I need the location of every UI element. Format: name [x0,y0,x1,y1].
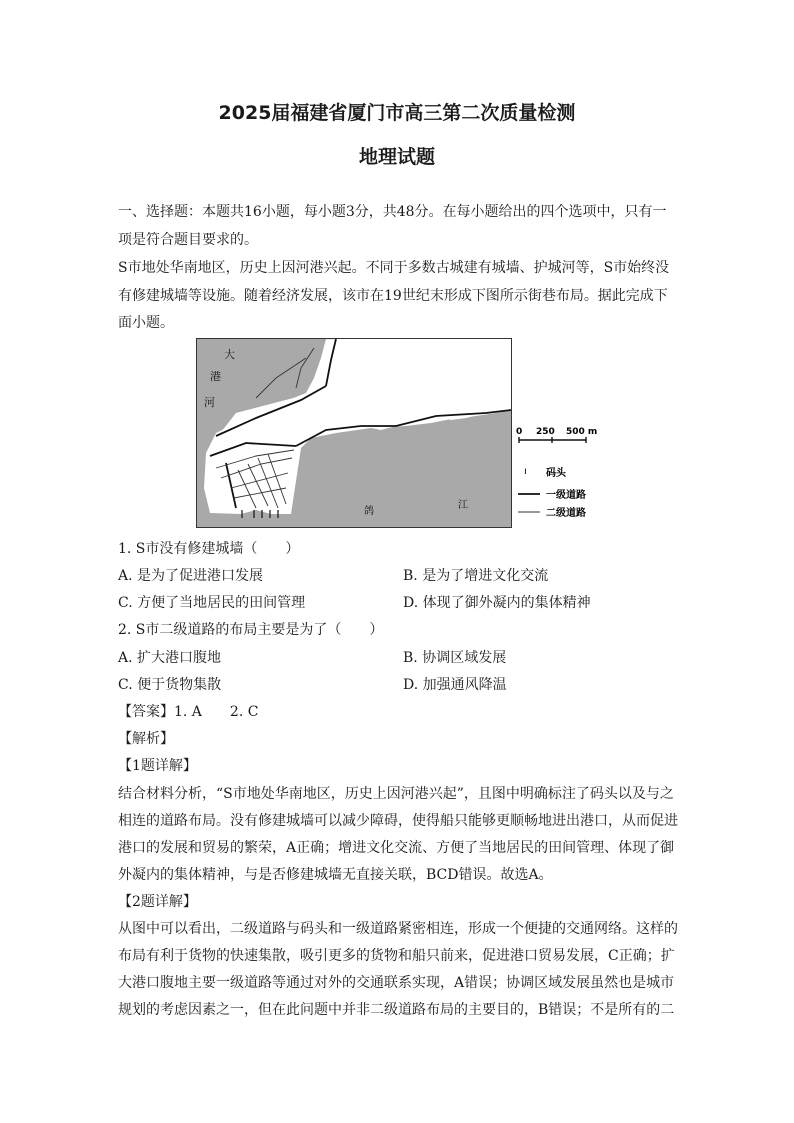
page-subtitle: 地理试题 [358,146,435,168]
map-river-label-3: 河 [204,396,215,409]
q2-option-c: C. 便于货物集散 [118,677,222,693]
q1-option-b: B. 是为了增进文化交流 [403,568,549,584]
legend-road2-label: 二级道路 [546,508,586,519]
q1-option-d: D. 体现了御外凝内的集体精神 [403,595,591,611]
q1-stem: 1. S市没有修建城墙（ ） [118,541,300,557]
street-layout-map [196,338,512,528]
q2-stem: 2. S市二级道路的布局主要是为了（ ） [118,622,384,638]
q2-detail-line-3: 大港口腹地主要一级道路等通过对外的交通联系实现，A错误；协调区域发展虽然也是城市 [118,975,675,991]
q1-detail-line-4: 外凝内的集体精神，与是否修建城墙无直接关联，BCD错误。故选A。 [118,867,553,883]
section-intro-line-2: 项是符合题目要求的。 [118,232,258,248]
legend-road1-label: 一级道路 [546,490,586,501]
answer-key: 【答案】1. A 2. C [118,704,259,720]
scale-bar [519,437,586,443]
legend-pier-symbol: ı [524,466,527,477]
analysis-heading: 【解析】 [118,731,174,747]
passage-line-1: S市地处华南地区，历史上因河港兴起。不同于多数古城建有城墙、护城河等，S市始终没 [118,260,670,276]
q2-detail-line-4: 规划的考虑因素之一，但在此问题中并非二级道路布局的主要目的，B错误；不是所有的二 [118,1002,675,1018]
q1-option-c: C. 方便了当地居民的田间管理 [118,595,306,611]
legend-pier-label: 码头 [546,468,566,479]
q1-detail-heading: 【1题详解】 [118,758,197,774]
scale-mid: 250 [536,427,555,437]
q1-detail-line-1: 结合材料分析，“S市地处华南地区，历史上因河港兴起”，且图中明确标注了码头以及与之 [118,786,674,802]
map-sea-label-2: 江 [458,500,468,511]
scale-end: 500 m [566,427,598,437]
q2-detail-heading: 【2题详解】 [118,894,197,910]
page-title: 2025届福建省厦门市高三第二次质量检测 [218,102,576,124]
q2-detail-line-1: 从图中可以看出，二级道路与码头和一级道路紧密相连，形成一个便捷的交通网络。这样的 [118,921,678,937]
q2-option-d: D. 加强通风降温 [403,677,507,693]
q2-detail-line-2: 布局有利于货物的快速集散，吸引更多的货物和船只前来，促进港口贸易发展，C正确；扩 [118,948,675,964]
map-legend [516,424,606,524]
passage-line-2: 有修建城墙等设施。随着经济发展，该市在19世纪末形成下图所示街巷布局。据此完成下 [118,288,668,304]
map-river-label-1: 大 [224,348,235,361]
section-intro-line-1: 一、选择题：本题共16小题，每小题3分，共48分。在每小题给出的四个选项中，只有一 [118,204,667,220]
scale-zero: 0 [516,427,523,437]
map-sea-label-1: 鸽 [364,506,374,517]
q1-option-a: A. 是为了促进港口发展 [118,568,264,584]
q2-option-b: B. 协调区域发展 [403,650,507,666]
q1-detail-line-3: 港口的发展和贸易的繁荣，A正确；增进文化交流、方便了当地居民的田间管理、体现了御 [118,840,675,856]
passage-line-3: 面小题。 [118,315,174,331]
q2-option-a: A. 扩大港口腹地 [118,650,222,666]
map-river-label-2: 港 [210,370,221,383]
q1-detail-line-2: 相连的道路布局。没有修建城墙可以减少障碍，使得船只能够更顺畅地进出港口，从而促进 [118,813,678,829]
